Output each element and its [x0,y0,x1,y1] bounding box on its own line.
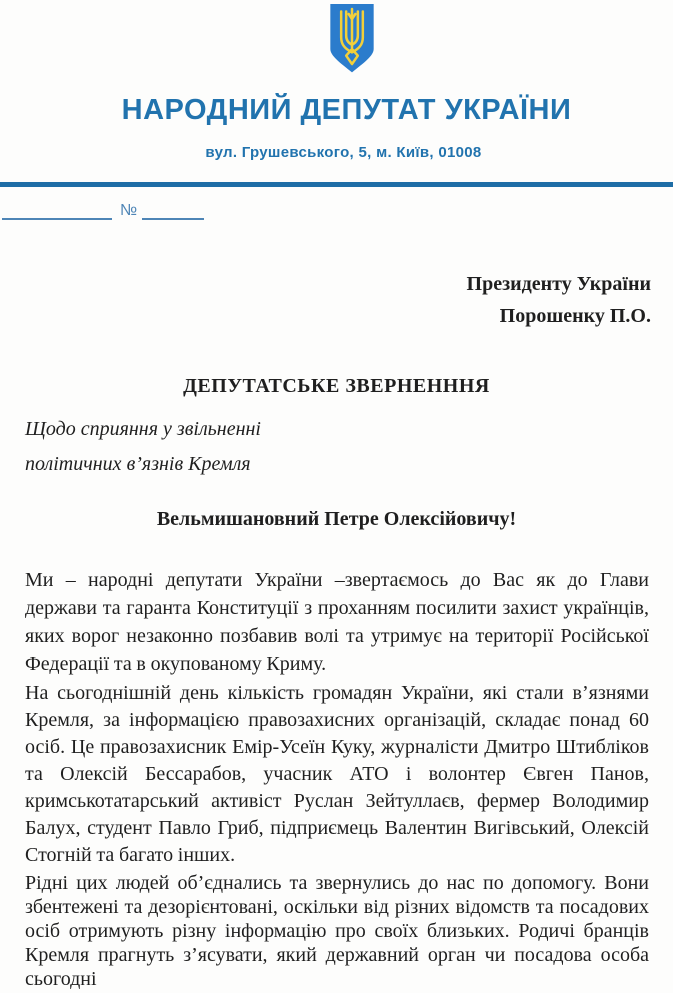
subject-block [25,412,445,482]
letterhead-title: НАРОДНИЙ ДЕПУТАТ УКРАЇНИ [121,94,572,126]
letterhead-address: вул. Грушевського, 5, м. Київ, 01008 [205,144,482,161]
addressee-block [467,268,651,332]
ukraine-trident-emblem-icon [327,2,377,76]
number-sign: № [120,202,138,219]
paragraph: Ми – народні депутати України –звертаємось до Вас як до Глави держави та гаранта Конституції з проханням посилити захист українців, яких ворог незаконно позбавив волі та утримує на території Російської Федерації та в окупованому Криму. [25,569,649,675]
header-divider-rule [0,182,673,187]
salutation: Вельмишановний Петре Олексійовичу! [156,508,517,530]
number-blank-underline [142,201,204,220]
reference-number-line [2,201,204,221]
document-title: ДЕПУТАТСЬКЕ ЗВЕРНЕНННЯ [183,375,490,397]
subject-line-2: політичних в’язнів Кремля [25,453,251,475]
paragraph: На сьогоднішній день кількість громадян України, які стали в’язнями Кремля, за інформацією правозахисних організацій, складає понад 60 осіб. Це правозахисник Емір-Усеїн Куку, журналісти Дмитро Штибліков та Олексій Бессарабов, учасник АТО і волонтер Євген Панов, кримськотатарський активіст Руслан Зейтуллаєв, фермер Володимир Балух, студент Павло Гриб, підприємець Валентин Вигівський, Олексій Стогній та багато інших. [25,682,649,866]
addressee-line-1: Президенту України [466,273,651,295]
paragraph: Рідні цих людей об’єднались та звернулись до нас по допомогу. Вони збентежені та дезорієнтовані, оскільки від різних відомств та посадових осіб отримують різну інформацію про своїх близьких. Родичі бранців Кремля прагнуть з’ясувати, який державний орган чи посадова особа сьогодні [25,872,649,990]
addressee-line-2: Порошенку П.О. [499,305,651,327]
date-blank-underline [2,201,112,220]
subject-line-1: Щодо сприяння у звільненні [25,418,261,440]
letter-body [25,566,649,993]
